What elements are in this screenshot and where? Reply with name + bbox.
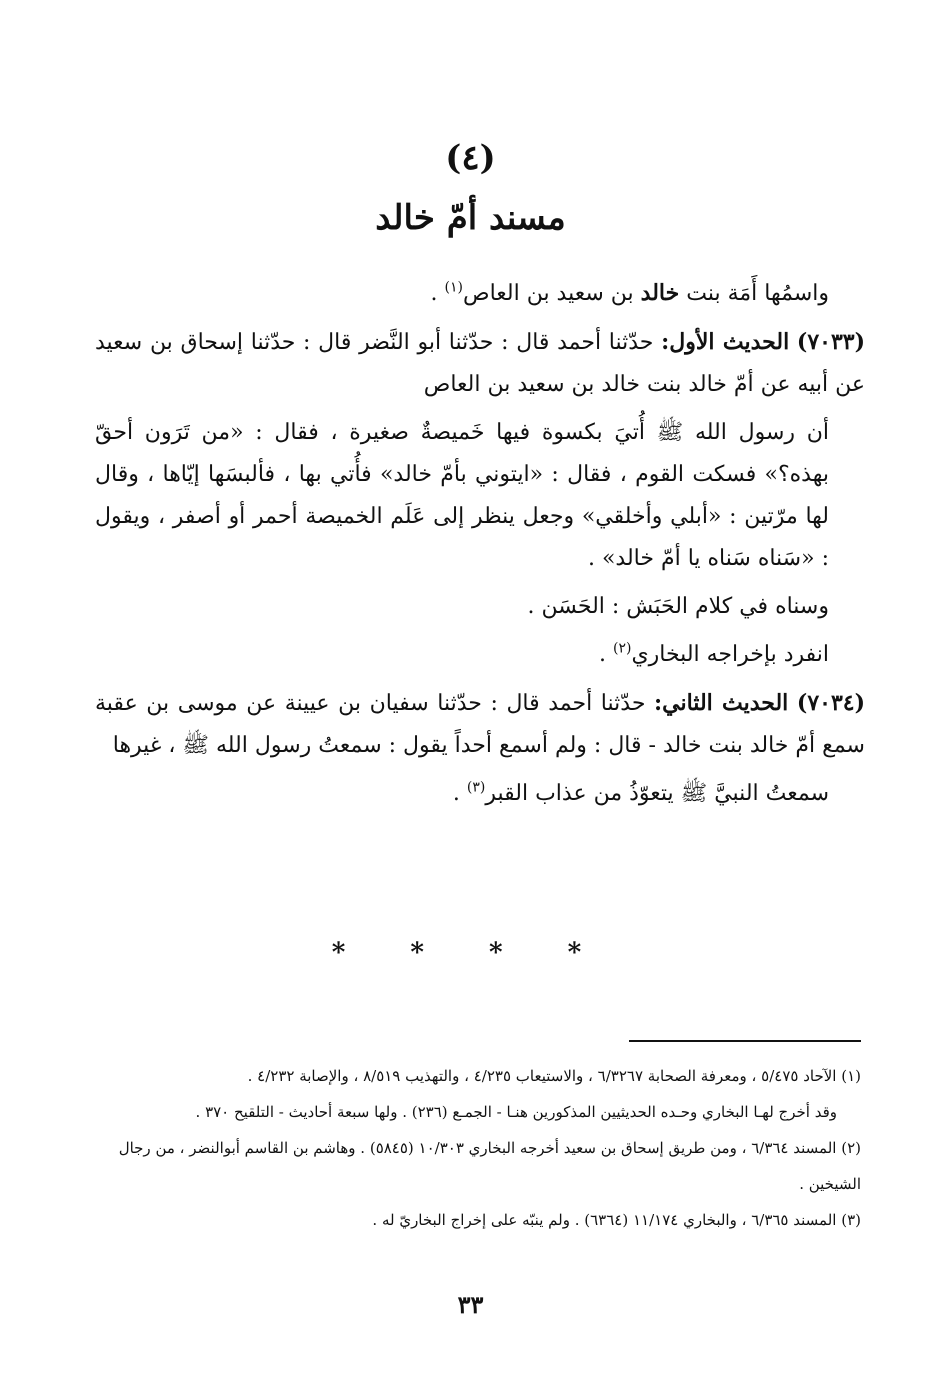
hadith-1-label: الحديث الأول: bbox=[661, 329, 790, 355]
hadith-2-matn-end: . bbox=[452, 781, 467, 806]
footnote-1-continuation: وقد أخرج لهـا البخاري وحـده الحديثيين المذكورين هنـا - الجمـع (٢٣٦) . ولها سبعة أحاديث - التلقيح ٣٧٠ . bbox=[195, 1103, 837, 1121]
main-text bbox=[95, 272, 865, 821]
intro-bold-name: خالد bbox=[640, 280, 680, 306]
page-number: ٣٣ bbox=[457, 1290, 484, 1319]
footnote-1: (١) الآحاد ٥/٤٧٥ ، ومعرفة الصحابة ٦/٣٢٦٧ ، والاستيعاب ٤/٢٣٥ ، والتهذيب ٨/٥١٩ ، والإصابة ٤/٢٣٢ . bbox=[247, 1067, 861, 1085]
intro-suffix: بن سعيد بن العاص bbox=[462, 281, 641, 306]
hadith-1-number: (٧٠٣٣) bbox=[796, 329, 866, 355]
hadith-1-infarad bbox=[95, 634, 865, 676]
footnotes bbox=[85, 1058, 861, 1238]
hadith-1-infarad-end: . bbox=[598, 642, 613, 667]
footnote-ref-2: (٢) bbox=[612, 640, 632, 657]
footnote-ref-3: (٣) bbox=[466, 779, 486, 796]
hadith-2-isnad-text: حدّثنا أحمد قال : حدّثنا سفيان بن عيينة عن موسى بن عقبة سمع أمّ خالد بنت خالد - قال : ولم أسمع أحداً يقول : سمعتُ رسول الله ﷺ ، غيرها bbox=[95, 691, 865, 758]
hadith-1-infarad-text: انفرد بإخراجه البخاري bbox=[631, 642, 829, 667]
hadith-1-isnad-text: حدّثنا أحمد قال : حدّثنا أبو النَّضر قال : حدّثنا إسحاق بن سعيد عن أبيه عن أمّ خالد بنت خالد بن سعيد بن العاص bbox=[95, 330, 865, 397]
hadith-1-isnad bbox=[95, 321, 865, 406]
hadith-2-label: الحديث الثاني: bbox=[654, 690, 789, 716]
hadith-2-isnad bbox=[95, 682, 865, 767]
hadith-1-matn: أن رسول الله ﷺ أُتيَ بكسوة فيها خَميصةٌ صغيرة ، فقال : «من تَرَون أحقّ بهذه؟» فسكت القوم ، فقال : «ايتوني بأمّ خالد» فأُتي بها ، فألبسَها إيّاها ، وقال لها مرّتين : «أبلي وأخلقي» وجعل ينظر إلى عَلَم الخميصة أحمر أو أصفر ، ويقول : «سَناه سَناه يا أمّ خالد» . bbox=[95, 420, 829, 571]
hadith-2-number: (٧٠٣٤) bbox=[796, 690, 866, 716]
hadith-1-note: وسناه في كلام الحَبَش : الحَسَن . bbox=[527, 594, 829, 619]
hadith-2-matn bbox=[95, 773, 865, 815]
section-number: (٤) bbox=[445, 138, 496, 178]
section-separator: * * * * bbox=[331, 938, 610, 968]
footnote-2: (٢) المسند ٦/٣٦٤ ، ومن طريق إسحاق بن سعيد أخرجه البخاري ١٠/٣٠٣ (٥٨٤٥) . وهاشم بن القاسم أبوالنضر ، من رجال الشيخين . bbox=[118, 1139, 861, 1193]
footnote-divider bbox=[629, 1040, 861, 1042]
section-title: مسند أمّ خالد bbox=[375, 198, 566, 238]
hadith-2-matn-text: سمعتُ النبيَّ ﷺ يتعوّذُ من عذاب القبر bbox=[485, 781, 829, 806]
intro-prefix: واسمُها أَمَة بنت bbox=[679, 281, 829, 306]
footnote-3: (٣) المسند ٦/٣٦٥ ، والبخاري ١١/١٧٤ (٦٣٦٤) . ولم ينبّه على إخراج البخاريّ له . bbox=[372, 1211, 861, 1229]
footnote-ref-1: (١) bbox=[444, 279, 463, 296]
intro-end: . bbox=[430, 281, 445, 306]
intro-paragraph bbox=[95, 272, 865, 315]
